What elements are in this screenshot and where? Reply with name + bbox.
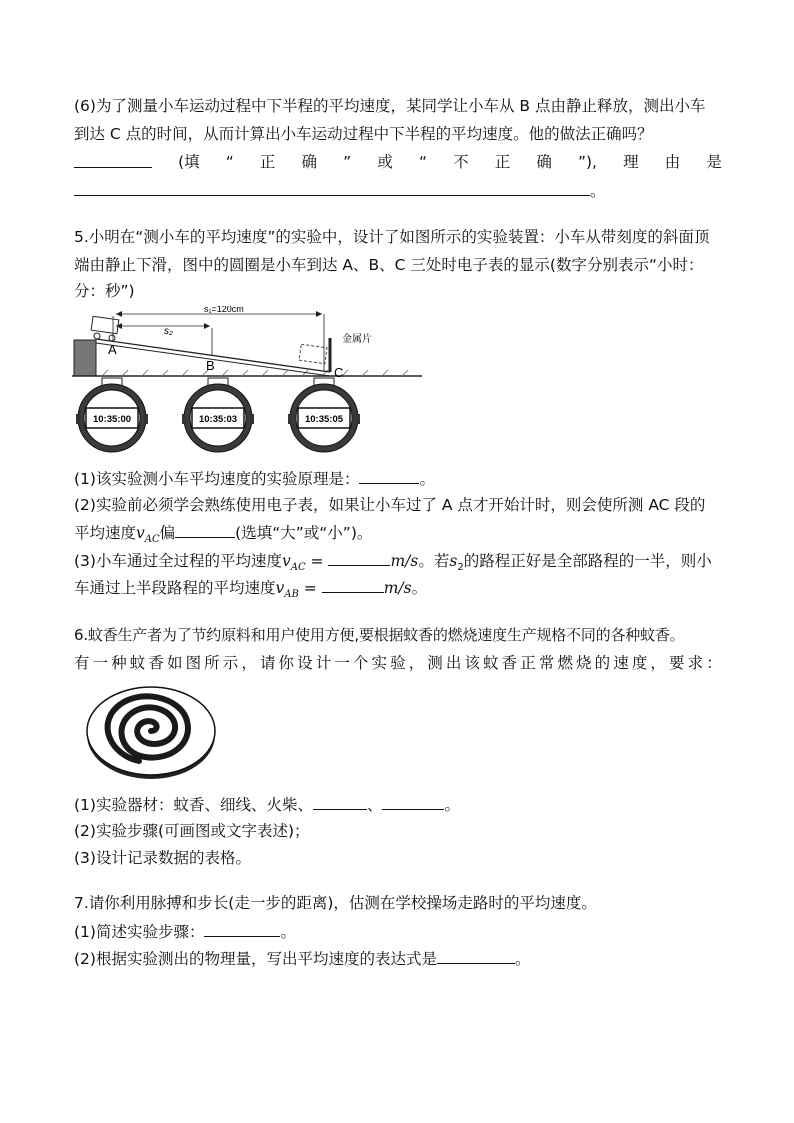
- point-a-label: A: [108, 342, 117, 357]
- mosquito-coil-image: [84, 682, 218, 782]
- text-char: 要: [669, 654, 685, 672]
- text-char: 燃: [557, 654, 573, 672]
- point-b-label: B: [206, 358, 215, 373]
- text-char: 确: [536, 153, 552, 171]
- text-char: 不: [453, 153, 469, 171]
- answer-blank[interactable]: [382, 794, 444, 810]
- text-char: 设: [297, 654, 313, 672]
- text-char: ，: [408, 654, 425, 672]
- text-char: 该: [464, 654, 480, 672]
- text-char: 个: [352, 654, 369, 672]
- text-char: 正: [520, 654, 536, 672]
- text-char: ：: [706, 654, 722, 672]
- text-char: “: [225, 153, 234, 171]
- text-char: ，: [241, 654, 257, 672]
- answer-blank[interactable]: [322, 577, 384, 593]
- text-char: 正: [494, 153, 511, 171]
- point-c-label: C: [334, 365, 344, 380]
- q7-line1: 7.请你利用脉搏和步长(走一步的距离)，估测在学校操场走路时的平均速度。: [74, 894, 597, 912]
- stopwatch-c: [288, 378, 360, 452]
- text-char: 验: [390, 654, 406, 672]
- text-char: 理: [623, 153, 639, 171]
- answer-blank[interactable]: [175, 522, 235, 538]
- text-char: 度: [631, 654, 648, 672]
- text-char: ，: [650, 654, 666, 672]
- s1-label: s₁=120cm: [204, 306, 244, 314]
- text-char: 香: [148, 654, 164, 672]
- s2-label: s₂: [164, 326, 173, 337]
- q6a-line4: 。: [74, 180, 606, 201]
- cart-dashed-at-c: [299, 344, 327, 363]
- ground-hatch: [102, 370, 408, 376]
- text-char: 常: [538, 654, 555, 672]
- answer-blank[interactable]: [359, 468, 419, 484]
- text-char: 你: [278, 654, 295, 672]
- text-char: 确: [301, 153, 318, 171]
- text-char: ”: [343, 153, 352, 171]
- q5-q1: (1)该实验测小车平均速度的实验原理是： 。: [74, 470, 435, 488]
- clock-c-time: 10:35:05: [304, 414, 344, 425]
- answer-blank[interactable]: [328, 550, 390, 566]
- metal-label: 金属片: [342, 334, 372, 345]
- text-char: 香: [501, 654, 518, 672]
- q5-q2-line2: 平均速度$v_{AC}$偏 (选填“大”或“小”)。: [74, 524, 373, 546]
- text-char: ”),: [577, 153, 597, 171]
- cart-wheel: [109, 335, 115, 341]
- q5-line1: 5.小明在“测小车的平均速度”的实验中，设计了如图所示的实验装置：小车从带刻度的斜面顶: [74, 228, 710, 246]
- q6a-line2: 到达 C 点的时间，从而计算出小车运动过程中下半程的平均速度。他的做法正确吗？: [74, 125, 653, 143]
- text-char: 一: [92, 654, 109, 672]
- q6a-line3: [74, 152, 722, 172]
- text-char: (填: [178, 153, 200, 171]
- text-char: 如: [166, 654, 183, 672]
- text-char: 有: [74, 654, 90, 672]
- text-char: 或: [377, 153, 393, 171]
- q5-q2-line1: (2)实验前必须学会熟练使用电子表，如果让小车过了 A 点才开始计时，则会使所测 AC 段的: [74, 496, 706, 514]
- q5-q3-line1: (3)小车通过全过程的平均速度$v_{AC} = m/s$。若$s_2$的路程正好是全部路程的一半，则小: [74, 552, 712, 574]
- text-char: 种: [111, 654, 127, 672]
- text-char: 的: [594, 654, 611, 672]
- q7-q1: (1)简述实验步骤： 。: [74, 923, 296, 941]
- text-char: 速: [613, 654, 629, 672]
- cart-wheel: [94, 333, 100, 339]
- text-char: 是: [706, 153, 722, 171]
- q5-q3-line2: 车通过上半段路程的平均速度$v_{AB} = m/s$。: [74, 579, 428, 601]
- text-char: 蚊: [129, 654, 146, 672]
- q6-q1: (1)实验器材：蚊香、细线、火柴、 、 。: [74, 796, 460, 814]
- answer-blank[interactable]: [204, 921, 280, 937]
- cart: [91, 316, 119, 333]
- text-char: 示: [222, 654, 239, 672]
- q6-q2: (2)实验步骤(可画图或文字表述)；: [74, 822, 310, 840]
- q6-line2: [74, 653, 722, 673]
- text-char: “: [418, 153, 427, 171]
- stopwatch-a: [76, 378, 148, 452]
- text-char: 由: [664, 153, 681, 171]
- text-char: 所: [204, 654, 220, 672]
- q7-q2: (2)根据实验测出的物理量，写出平均速度的表达式是 。: [74, 950, 531, 968]
- q5-line3: 分：秒”): [74, 282, 135, 300]
- text-char: 实: [371, 654, 388, 672]
- text-char: 蚊: [483, 654, 499, 672]
- answer-blank[interactable]: [74, 180, 590, 196]
- q6-line1: 6.蚊香生产者为了节约原料和用户使用方便,要根据蚊香的燃烧速度生产规格不同的各种蚊香。: [74, 626, 685, 644]
- answer-blank[interactable]: [313, 794, 367, 810]
- text-char: 测: [427, 654, 443, 672]
- q6-q3: (3)设计记录数据的表格。: [74, 849, 251, 867]
- answer-blank[interactable]: [437, 948, 515, 964]
- text-char: 图: [185, 654, 202, 672]
- text-char: 出: [445, 654, 462, 672]
- ramp-support-block: [74, 340, 96, 376]
- ramp-figure: [72, 306, 424, 456]
- text-char: 烧: [576, 654, 592, 672]
- clock-b-time: 10:35:03: [198, 414, 238, 425]
- clock-a-time: 10:35:00: [92, 414, 132, 425]
- stopwatch-b: [182, 378, 254, 452]
- answer-blank[interactable]: [74, 152, 152, 168]
- text-char: 一: [334, 654, 350, 672]
- q6a-line1: (6)为了测量小车运动过程中下半程的平均速度，某同学让小车从 B 点由静止释放，测出小车: [74, 97, 706, 115]
- text-char: 求: [687, 654, 704, 672]
- text-char: 请: [259, 654, 276, 672]
- text-char: 计: [315, 654, 332, 672]
- text-char: 正: [259, 153, 276, 171]
- q5-line2: 端由静止下滑，图中的圆圈是小车到达 A、B、C 三处时电子表的显示(数字分别表示“小时：: [74, 256, 704, 274]
